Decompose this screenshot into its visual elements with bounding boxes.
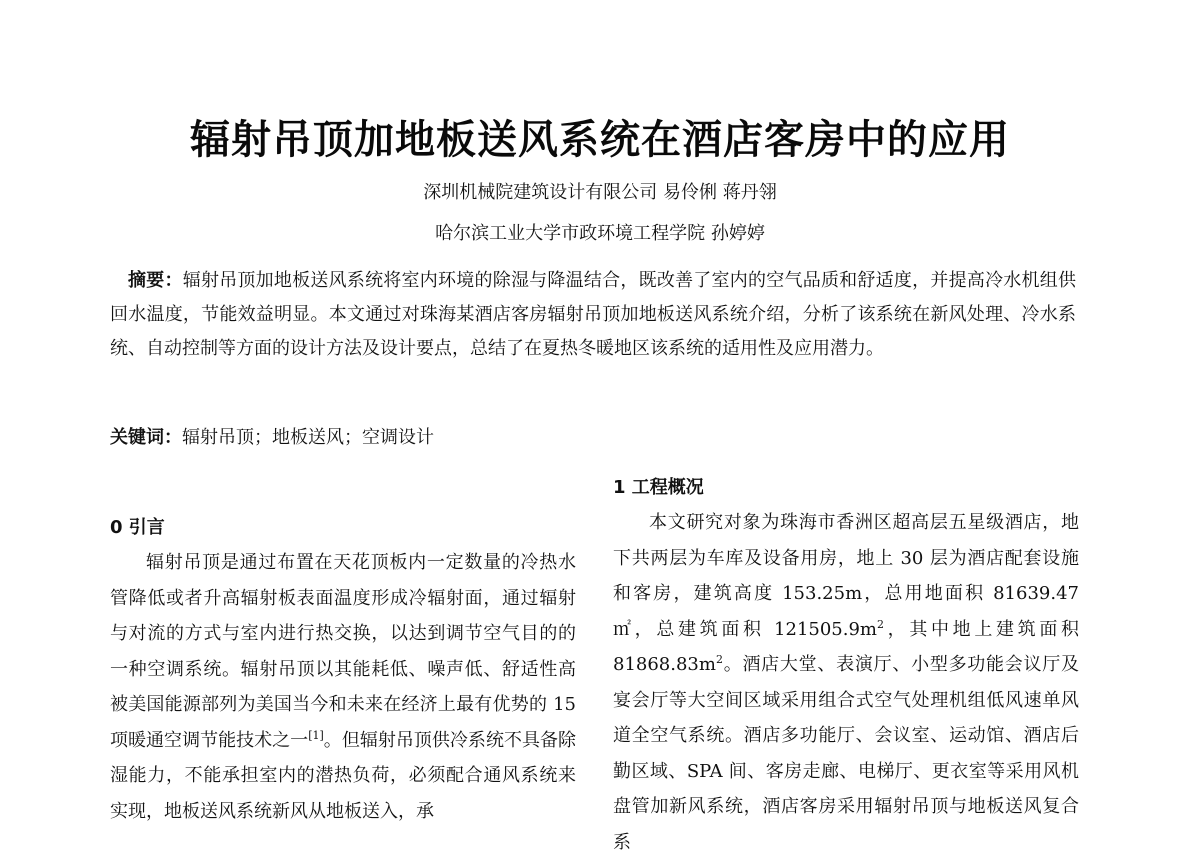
left-column — [110, 510, 576, 829]
abstract — [110, 264, 1076, 366]
superscript-2b: 2 — [715, 653, 723, 666]
keywords-label: 关键词： — [110, 427, 182, 448]
section-1-text-b: ，其中地上建筑面积 81868.83m — [613, 618, 1079, 675]
section-0-text-b: 。但辐射吊顶供冷系统不具备除湿能力，不能承担室内的潜热负荷，必须配合通风系统来实现，地板送风系统新风从地板送入，承 — [110, 729, 577, 822]
section-1-text-a: 本文研究对象为珠海市香洲区超高层五星级酒店，地下共两层为车库及设备用房，地上 30 层为酒店配套设施和客房，建筑高度 153.25m，总用地面积 81639.47 ㎡，总建筑面积 121505.9m — [613, 512, 1079, 640]
abstract-text: 辐射吊顶加地板送风系统将室内环境的除湿与降温结合，既改善了室内的空气品质和舒适度，并提高冷水机组供回水温度，节能效益明显。本文通过对珠海某酒店客房辐射吊顶加地板送风系统介绍，分析了该系统在新风处理、冷水系统、自动控制等方面的设计方法及设计要点，总结了在夏热冬暖地区该系统的适用性及应用潜力。 — [110, 270, 1077, 359]
paper-title: 辐射吊顶加地板送风系统在酒店客房中的应用 — [190, 117, 1010, 163]
author-line-2: 哈尔滨工业大学市政环境工程学院 孙婷婷 — [435, 223, 765, 244]
author-line-1: 深圳机械院建筑设计有限公司 易伶俐 蒋丹翎 — [423, 182, 777, 203]
keywords — [110, 423, 434, 449]
superscript-2a: 2 — [877, 617, 884, 631]
section-0-heading: 0 引言 — [110, 517, 165, 538]
section-0-text-a: 辐射吊顶是通过布置在天花顶板内一定数量的冷热水管降低或者升高辐射板表面温度形成冷辐射面，通过辐射与对流的方式与室内进行热交换，以达到调节空气目的的一种空调系统。辐射吊顶以其能耗低、噪声低、舒适性高被美国能源部列为美国当今和未来在经济上最有优势的 15 项暖通空调节能技术之一 — [110, 552, 576, 751]
section-1-paragraph — [613, 505, 1079, 860]
keywords-text: 辐射吊顶；地板送风；空调设计 — [182, 427, 434, 448]
abstract-label: 摘要： — [128, 270, 183, 291]
section-1-text-c: 。酒店大堂、表演厅、小型多功能会议厅及宴会厅等大空间区域采用组合式空气处理机组低风速单风道全空气系统。酒店多功能厅、会议室、运动馆、酒店后勤区域、SPA 间、客房走廊、电梯厅、更衣室等采用风机盘管加新风系统，酒店客房采用辐射吊顶与地板送风复合系 — [613, 654, 1079, 853]
section-1-heading: 1 工程概况 — [613, 477, 704, 498]
citation-ref: [1] — [308, 728, 324, 742]
right-column — [613, 470, 1079, 860]
section-0-paragraph — [110, 545, 576, 829]
